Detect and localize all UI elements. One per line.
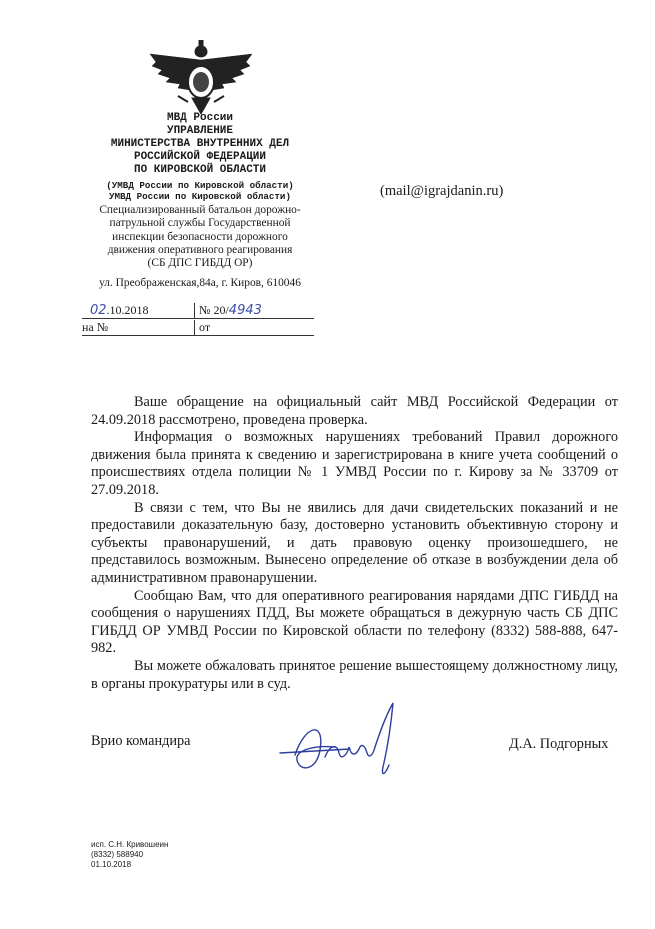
unit-line: инспекции безопасности дорожного <box>112 230 288 243</box>
unit-line: Специализированный батальон дорожно- <box>99 204 301 216</box>
org-line: МИНИСТЕРСТВА ВНУТРЕННИХ ДЕЛ <box>110 138 290 150</box>
handwritten-signature-icon <box>275 695 415 795</box>
address: ул. Преображенская,84а, г. Киров, 610046 <box>99 277 301 290</box>
unit-line: патрульной службы Государственной <box>109 217 291 230</box>
mvd-emblem-icon <box>148 40 254 116</box>
executor-date: 01.10.2018 <box>91 860 132 869</box>
recipient-email: (mail@igrajdanin.ru) <box>380 183 504 199</box>
outgoing-number <box>194 303 314 318</box>
registration-row <box>82 302 314 319</box>
executor-name: исп. С.Н. Кривошеин <box>91 840 169 849</box>
org-line: ПО КИРОВСКОЙ ОБЛАСТИ <box>133 164 267 176</box>
signer-name: Д.А. Подгорных <box>509 736 609 752</box>
org-short-name: (УМВД России по Кировской области) <box>106 180 294 191</box>
letter-body <box>91 394 618 693</box>
redacted-area <box>262 345 462 385</box>
paragraph: Вы можете обжаловать принятое решение вышестоящему должностному лицу, в органы прокуратуры или в суд. <box>91 657 618 692</box>
org-line: МВД России <box>166 112 233 124</box>
handwritten-number: 4943 <box>228 303 262 318</box>
paragraph: В связи с тем, что Вы не явились для дачи свидетельских показаний и не предоставили доказательную базу, достоверно установить объективную сторону и субъекты правонарушений, и дать правовую оценку произошедшего, не представилось возможным. Вынесено определение об отказе в возбуждении дела об административном правонарушении. <box>91 499 618 586</box>
executor-phone: (8332) 588940 <box>91 850 144 859</box>
ref-label: на № <box>82 320 109 334</box>
signer-position: Врио командира <box>91 733 191 749</box>
org-short-name: УМВД России по Кировской области) <box>109 191 291 202</box>
paragraph: Ваше обращение на официальный сайт МВД Российской Федерации от 24.09.2018 рассмотрено, проведена проверка. <box>91 394 618 428</box>
number-label: № 20/ <box>199 303 229 317</box>
paragraph: Информация о возможных нарушениях требований Правил дорожного движения была принята к сведению и зарегистрирована в книге учета сообщений о происшествиях отдела полиции № 1 УМВД России по г. Кирову за № 33709 от 27.09.2018. <box>91 429 618 498</box>
outgoing-date <box>82 303 194 318</box>
redacted-area <box>368 108 558 178</box>
registration-row <box>82 319 314 336</box>
handwritten-day: 02 <box>90 303 107 318</box>
org-line: РОССИЙСКОЙ ФЕДЕРАЦИИ <box>133 151 267 163</box>
printed-date: .10.2018 <box>106 303 149 317</box>
unit-line: (СБ ДПС ГИБДД ОР) <box>147 257 253 270</box>
paragraph: Сообщаю Вам, что для оперативного реагирования нарядами ДПС ГИБДД на сообщения о нарушениях ПДД, Вы можете обращаться в дежурную часть СБ ДПС ГИБДД ОР УМВД России по Кировской области по телефону (8332) 588-888, 647-982. <box>91 587 618 657</box>
letterhead <box>82 112 318 289</box>
registration-table <box>82 302 314 336</box>
org-line: УПРАВЛЕНИЕ <box>166 125 233 137</box>
from-label: от <box>194 320 314 335</box>
unit-line: движения оперативного реагирования <box>107 243 293 256</box>
executor-info <box>91 840 168 870</box>
